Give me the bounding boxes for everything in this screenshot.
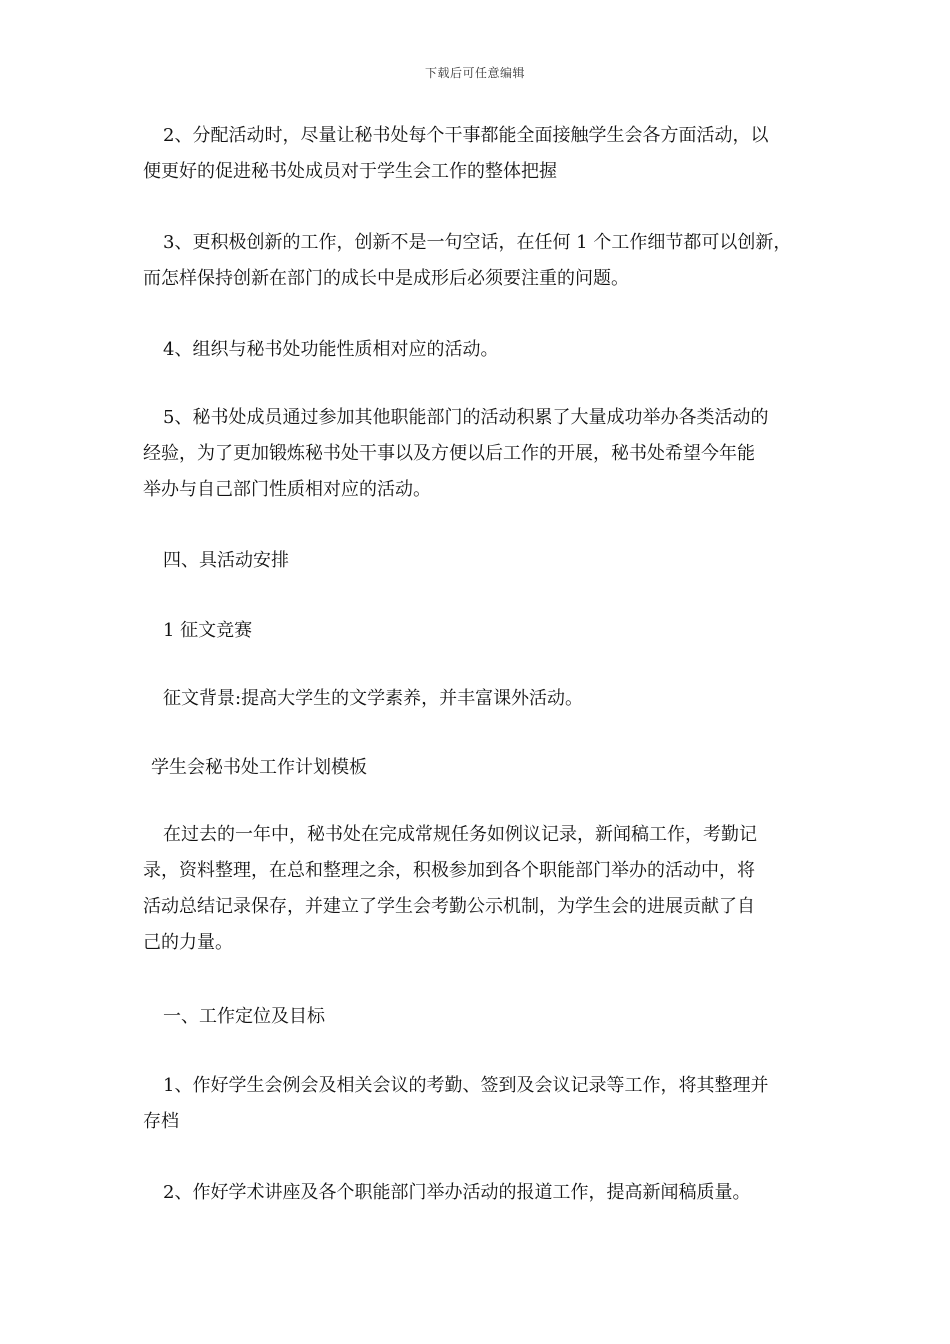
- text-line: 征文背景:提高大学生的文学素养，并丰富课外活动。: [163, 688, 584, 709]
- paragraph-4-organize: [143, 332, 813, 368]
- text-line: 四、具活动安排: [163, 550, 289, 571]
- section-heading-activity-plan: [143, 543, 813, 579]
- text-line: 4、组织与秘书处功能性质相对应的活动。: [163, 339, 499, 360]
- text-line: 1、作好学生会例会及相关会议的考勤、签到及会议记录等工作，将其整理并: [163, 1075, 769, 1096]
- text-line: 己的力量。: [143, 932, 233, 953]
- text-line: 而怎样保持创新在部门的成长中是成形后必须要注重的问题。: [143, 268, 629, 289]
- paragraph-2-assign-activities: [143, 118, 813, 190]
- text-line: 一、工作定位及目标: [163, 1006, 325, 1027]
- subheading-essay-contest: [143, 613, 813, 649]
- text-line: 录，资料整理，在总和整理之余，积极参加到各个职能部门举办的活动中，将: [143, 860, 755, 881]
- text-line: 2、作好学术讲座及各个职能部门举办活动的报道工作，提高新闻稿质量。: [163, 1182, 751, 1203]
- text-line: 活动总结记录保存，并建立了学生会考勤公示机制，为学生会的进展贡献了自: [143, 896, 755, 917]
- page-header: 下载后可任意编辑: [424, 66, 525, 80]
- text-line: 2、分配活动时，尽量让秘书处每个干事都能全面接触学生会各方面活动，以: [163, 125, 769, 146]
- paragraph-essay-background: [143, 681, 813, 717]
- paragraph-1-attendance: [143, 1068, 813, 1140]
- text-line: 1 征文竞赛: [163, 620, 253, 641]
- text-line: 便更好的促进秘书处成员对于学生会工作的整体把握: [143, 161, 557, 182]
- text-line: 存档: [143, 1111, 179, 1132]
- text-line: 3、更积极创新的工作，创新不是一句空话，在任何 1 个工作细节都可以创新，: [163, 232, 792, 253]
- paragraph-3-innovation: [143, 225, 813, 297]
- paragraph-2-reporting: [143, 1175, 813, 1211]
- text-line: 5、秘书处成员通过参加其他职能部门的活动积累了大量成功举办各类活动的: [163, 407, 769, 428]
- document-title: [143, 750, 813, 786]
- text-line: 在过去的一年中，秘书处在完成常规任务如例议记录，新闻稿工作，考勤记: [163, 824, 757, 845]
- text-line: 学生会秘书处工作计划模板: [151, 757, 367, 778]
- paragraph-past-year-summary: [143, 817, 813, 961]
- paragraph-5-experience: [143, 400, 813, 508]
- text-line: 经验，为了更加锻炼秘书处干事以及方便以后工作的开展，秘书处希望今年能: [143, 443, 755, 464]
- section-heading-positioning-goals: [143, 999, 813, 1035]
- text-line: 举办与自己部门性质相对应的活动。: [143, 479, 431, 500]
